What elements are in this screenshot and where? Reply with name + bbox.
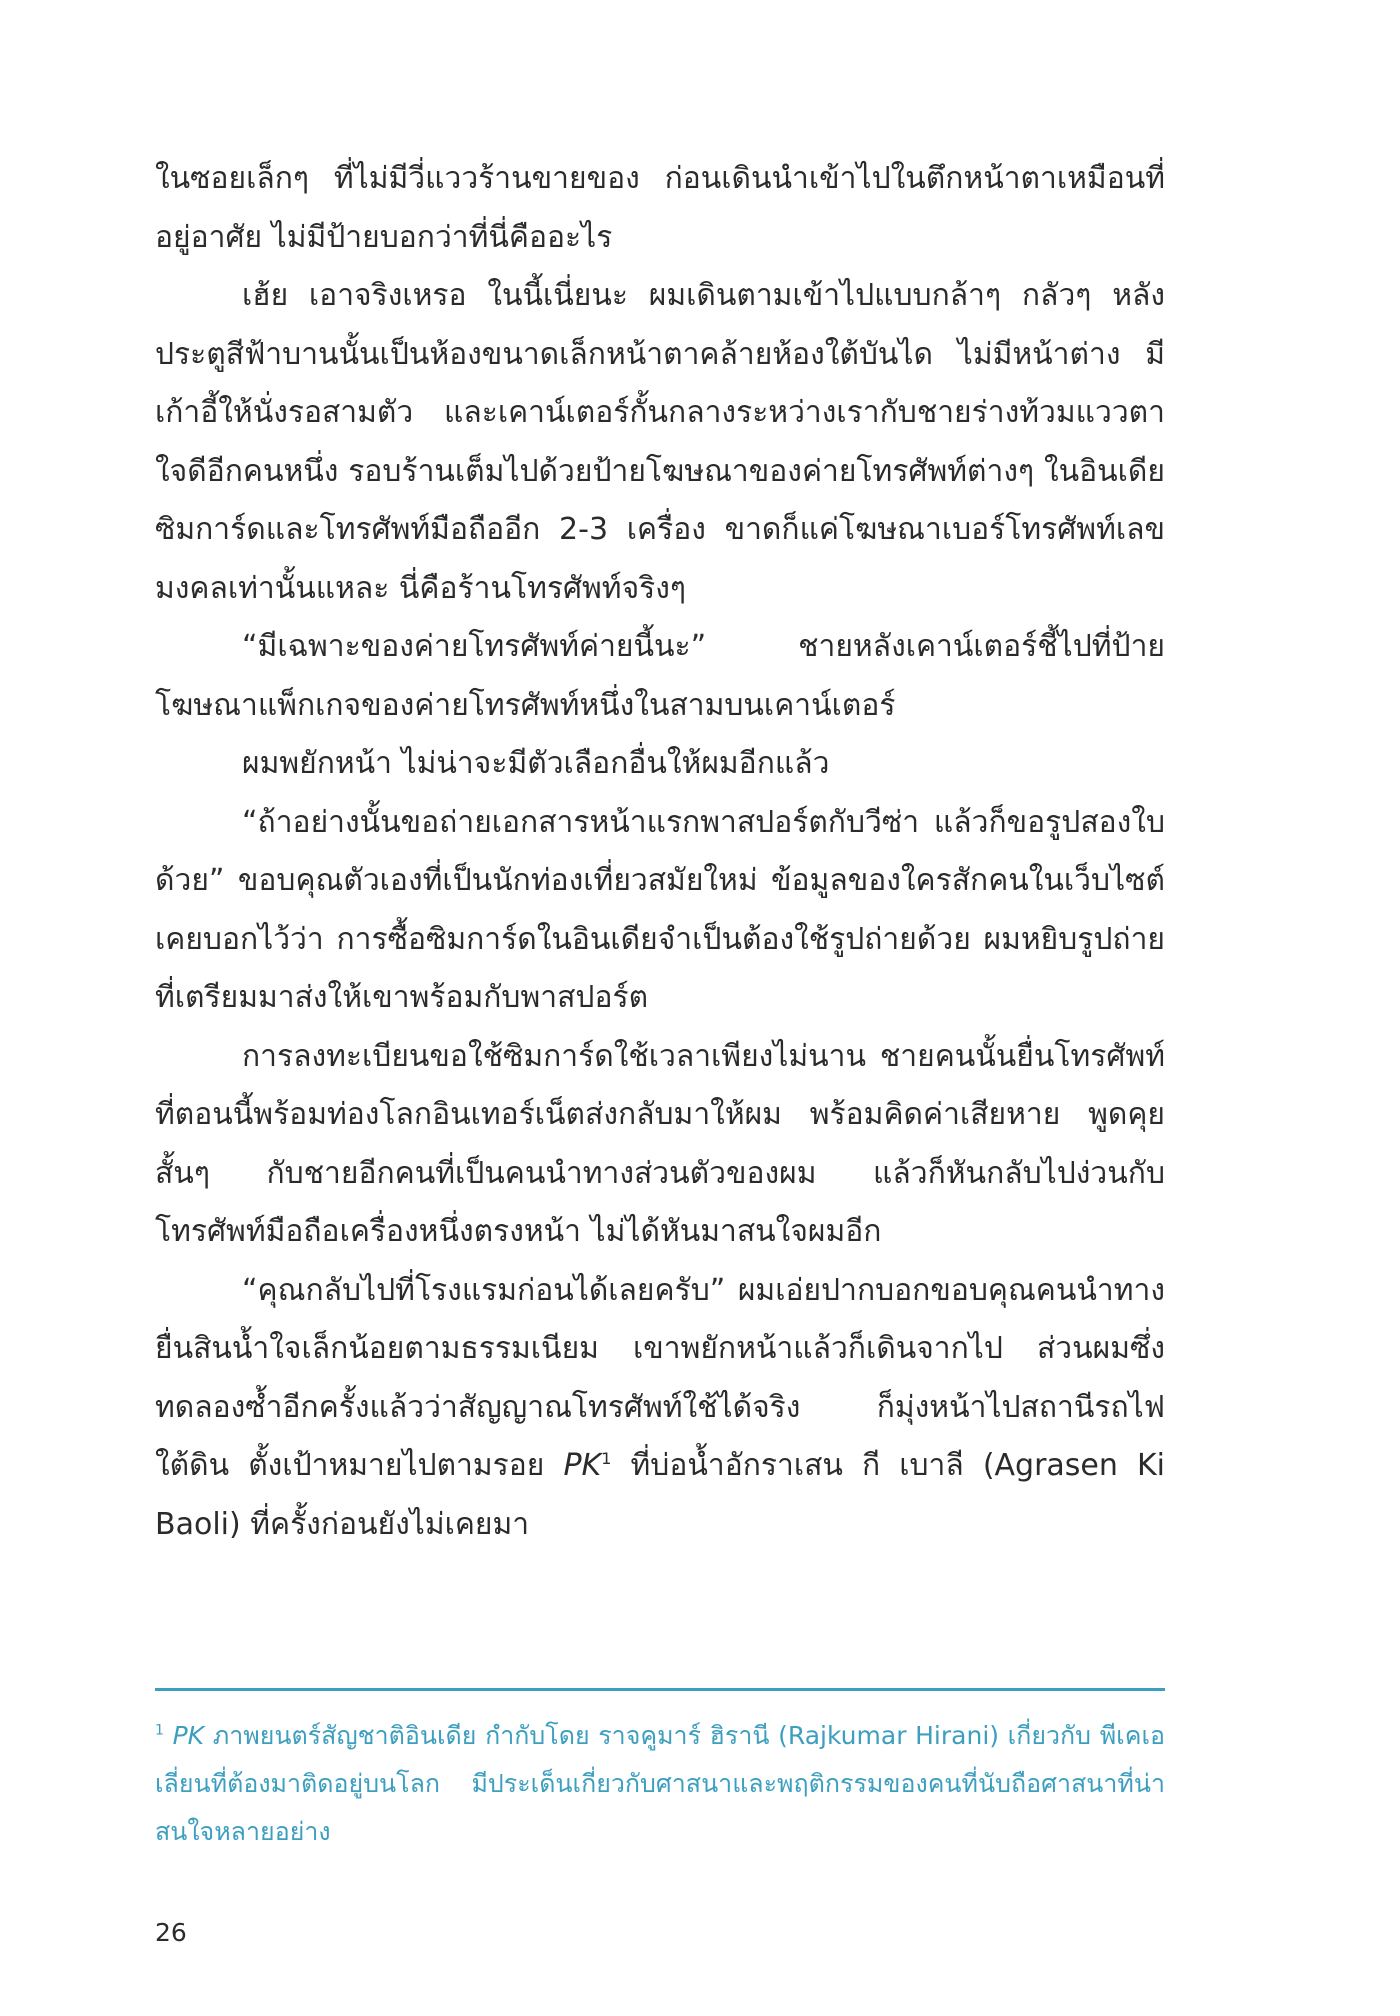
paragraph-7-text-before: “คุณกลับไปที่โรงแรมก่อนได้เลยครับ” ผมเอ่ยปากบอกขอบคุณคนนำทาง ยื่นสินน้ำใจเล็กน้อยตามธรรมเนียม เขาพยักหน้าแล้วก็เดินจากไป ส่วนผมซึ่งทดลองซ้ำอีกครั้งแล้วว่าสัญญาณโทรศัพท์ใช้ได้จริง ก็มุ่งหน้าไปสถานีรถไฟใต้ดิน ตั้งเป้าหมายไปตามรอย — [155, 1272, 1165, 1483]
paragraph-7-text-after: ที่บ่อน้ำอักราเสน กี เบาลี (Agrasen Ki Baoli) ที่ครั้งก่อนยังไม่เคยมา — [155, 1448, 1165, 1542]
footnote-number: 1 — [155, 1722, 164, 1739]
footnote-divider — [155, 1688, 1165, 1691]
paragraph-7 — [155, 1262, 1165, 1555]
page-number: 26 — [155, 1918, 187, 1947]
paragraph-1: ในซอยเล็กๆ ที่ไม่มีวี่แววร้านขายของ ก่อนเดินนำเข้าไปในตึกหน้าตาเหมือนที่อยู่อาศัย ไม่มีป้ายบอกว่าที่นี่คืออะไร — [155, 161, 1165, 255]
footnote-text: ภาพยนตร์สัญชาติอินเดีย กำกับโดย ราจคูมาร์ ฮิรานี (Rajkumar Hirani) เกี่ยวกับ พีเคเอเลี่ยนที่ต้องมาติดอยู่บนโลก มีประเด็นเกี่ยวกับศาสนาและพฤติกรรมของคนที่นับถือศาสนาที่น่าสนใจหลายอย่าง — [155, 1721, 1165, 1846]
paragraph-2: เฮ้ย เอาจริงเหรอ ในนี้เนี่ยนะ ผมเดินตามเข้าไปแบบกล้าๆ กลัวๆ หลังประตูสีฟ้าบานนั้นเป็นห้องขนาดเล็กหน้าตาคล้ายห้องใต้บันได ไม่มีหน้าต่าง มีเก้าอี้ให้นั่งรอสามตัว และเคาน์เตอร์กั้นกลางระหว่างเรากับชายร่างท้วมแววตาใจดีอีกคนหนึ่ง รอบร้านเต็มไปด้วยป้ายโฆษณาของค่ายโทรศัพท์ต่างๆ ในอินเดีย ซิมการ์ดและโทรศัพท์มือถืออีก 2-3 เครื่อง ขาดก็แค่โฆษณาเบอร์โทรศัพท์เลขมงคลเท่านั้นแหละ นี่คือร้านโทรศัพท์จริงๆ — [155, 278, 1165, 606]
paragraph-4: ผมพยักหน้า ไม่น่าจะมีตัวเลือกอื่นให้ผมอีกแล้ว — [242, 746, 830, 781]
paragraph-6: การลงทะเบียนขอใช้ซิมการ์ดใช้เวลาเพียงไม่นาน ชายคนนั้นยื่นโทรศัพท์ที่ตอนนี้พร้อมท่องโลกอินเทอร์เน็ตส่งกลับมาให้ผม พร้อมคิดค่าเสียหาย พูดคุยสั้นๆ กับชายอีกคนที่เป็นคนนำทางส่วนตัวของผม แล้วก็หันกลับไปง่วนกับโทรศัพท์มือถือเครื่องหนึ่งตรงหน้า ไม่ได้หันมาสนใจผมอีก — [155, 1038, 1165, 1249]
body-text — [155, 150, 1165, 1554]
footnote — [155, 1712, 1165, 1856]
footnote-marker[interactable]: 1 — [601, 1449, 612, 1468]
paragraph-3: “มีเฉพาะของค่ายโทรศัพท์ค่ายนี้นะ” ชายหลังเคาน์เตอร์ชี้ไปที่ป้ายโฆษณาแพ็กเกจของค่ายโทรศัพท์หนึ่งในสามบนเคาน์เตอร์ — [155, 629, 1165, 723]
paragraph-5: “ถ้าอย่างนั้นขอถ่ายเอกสารหน้าแรกพาสปอร์ตกับวีซ่า แล้วก็ขอรูปสองใบด้วย” ขอบคุณตัวเองที่เป็นนักท่องเที่ยวสมัยใหม่ ข้อมูลของใครสักคนในเว็บไซต์เคยบอกไว้ว่า การซื้อซิมการ์ดในอินเดียจำเป็นต้องใช้รูปถ่ายด้วย ผมหยิบรูปถ่ายที่เตรียมมาส่งให้เขาพร้อมกับพาสปอร์ต — [155, 804, 1165, 1015]
footnote-movie-reference: PK — [172, 1721, 205, 1750]
movie-reference: PK — [563, 1448, 602, 1483]
